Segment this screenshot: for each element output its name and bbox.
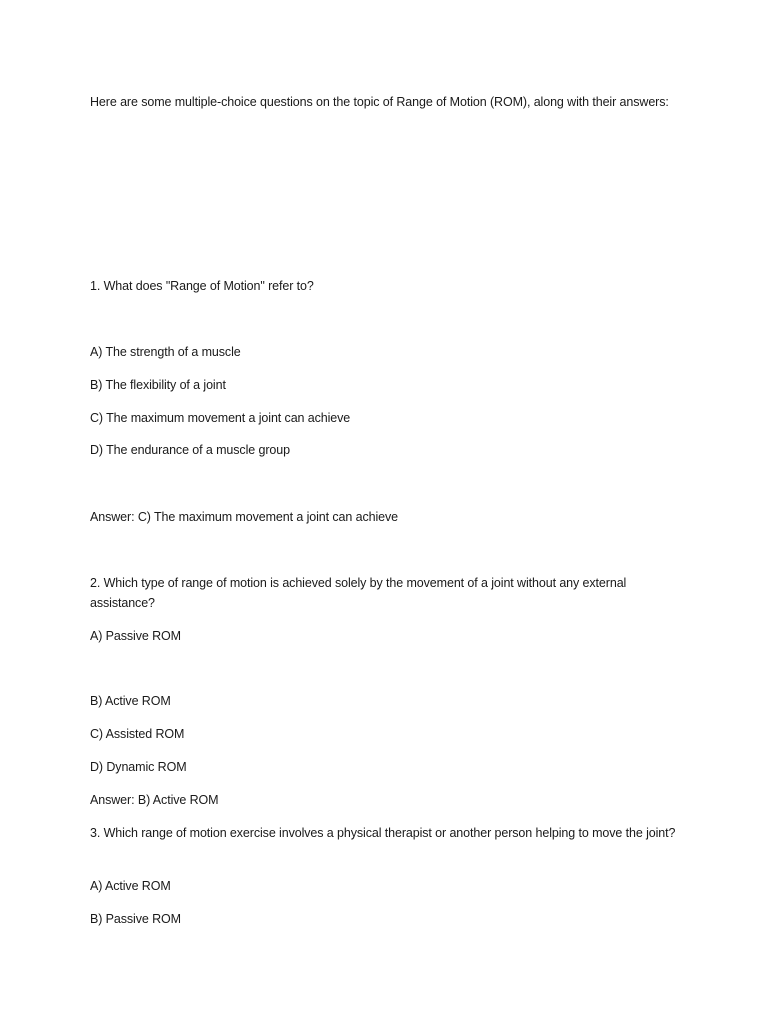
question-2-option-c: C) Assisted ROM bbox=[90, 727, 185, 741]
question-2-text: 2. Which type of range of motion is achieved solely by the movement of a joint without any external assistance? bbox=[90, 576, 627, 610]
question-3-option-a: A) Active ROM bbox=[90, 879, 171, 893]
question-2-option-a: A) Passive ROM bbox=[90, 629, 181, 643]
question-2-option-d: D) Dynamic ROM bbox=[90, 760, 187, 774]
question-1-option-c: C) The maximum movement a joint can achieve bbox=[90, 411, 351, 425]
question-1-option-b: B) The flexibility of a joint bbox=[90, 378, 226, 392]
question-3-text: 3. Which range of motion exercise involves a physical therapist or another person helping to move the joint? bbox=[90, 826, 676, 840]
question-1-answer: Answer: C) The maximum movement a joint can achieve bbox=[90, 510, 398, 524]
question-1-option-d: D) The endurance of a muscle group bbox=[90, 443, 290, 457]
question-1-option-a: A) The strength of a muscle bbox=[90, 345, 241, 359]
question-1-text: 1. What does "Range of Motion" refer to? bbox=[90, 279, 314, 293]
question-2-answer: Answer: B) Active ROM bbox=[90, 793, 219, 807]
intro-paragraph: Here are some multiple-choice questions on the topic of Range of Motion (ROM), along with their answers: bbox=[90, 95, 669, 109]
question-2-option-b: B) Active ROM bbox=[90, 694, 171, 708]
question-3-option-b: B) Passive ROM bbox=[90, 912, 181, 926]
